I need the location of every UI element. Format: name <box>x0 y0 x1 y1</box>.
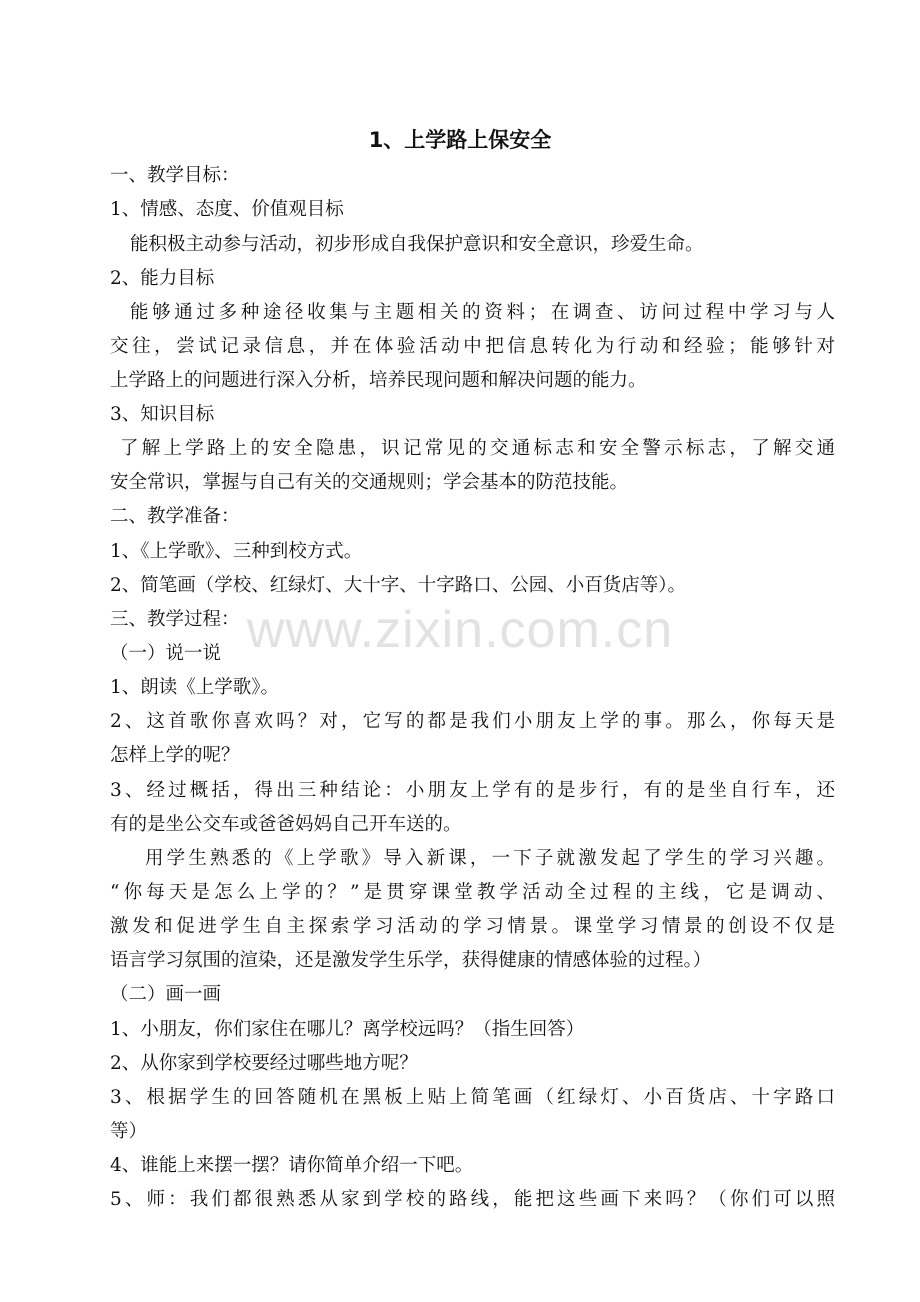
list-item-draw: 2、从你家到学校要经过哪些地方呢？ <box>110 1053 418 1074</box>
paragraph-ability-line: 能够通过多种途径收集与主题相关的资料；在调查、访问过程中学习与人 <box>130 302 835 323</box>
list-item-draw: 1、小朋友，你们家住在哪儿？离学校远吗？（指生回答） <box>110 1019 585 1040</box>
list-item-talk: 3、经过概括，得出三种结论：小朋友上学有的是步行，有的是坐自行车，还 <box>110 780 835 801</box>
paragraph-ability-line: 交往，尝试记录信息，并在体验活动中把信息转化为行动和经验；能够针对 <box>110 336 835 357</box>
commentary-line: “你每天是怎么上学的？”是贯穿课堂教学活动全过程的主线，它是调动、 <box>110 882 835 903</box>
list-item-talk-continued: 怎样上学的呢？ <box>110 745 240 766</box>
subsection-heading-draw: （二）画一画 <box>110 984 222 1005</box>
commentary-line: 用学生熟悉的《上学歌》导入新课，一下子就激发起了学生的学习兴趣。 <box>145 848 835 869</box>
paragraph-knowledge-line: 了解上学路上的安全隐患，识记常见的交通标志和安全警示标志，了解交通 <box>120 438 835 459</box>
list-item-talk: 2、这首歌你喜欢吗？对，它写的都是我们小朋友上学的事。那么，你每天是 <box>110 711 835 732</box>
list-item-talk-continued: 有的是坐公交车或爸爸妈妈自己开车送的。 <box>110 814 462 835</box>
list-item-draw: 4、谁能上来摆一摆？请你简单介绍一下吧。 <box>110 1155 474 1176</box>
section-heading-process: 三、教学过程： <box>110 609 240 630</box>
commentary-line: 语言学习氛围的渲染，还是激发学生乐学，获得健康的情感体验的过程。） <box>110 950 712 971</box>
paragraph-emotion-goal: 能积极主动参与活动，初步形成自我保护意识和安全意识，珍爱生命。 <box>130 234 704 255</box>
commentary-line: 激发和促进学生自主探索学习活动的学习情景。课堂学习情景的创设不仅是 <box>110 916 835 937</box>
list-item-talk: 1、朗读《上学歌》。 <box>110 677 280 698</box>
list-item-draw: 5、师：我们都很熟悉从家到学校的路线，能把这些画下来吗？（你们可以照 <box>110 1189 835 1210</box>
subheading-ability-goal: 2、能力目标 <box>110 268 215 289</box>
paragraph-knowledge-line: 安全常识，掌握与自己有关的交通规则；学会基本的防范技能。 <box>110 472 629 493</box>
list-item-preparation: 2、简笔画（学校、红绿灯、大十字、十字路口、公园、小百货店等）。 <box>110 575 687 596</box>
watermark: www.zixin.com.cn <box>246 601 674 659</box>
list-item-draw: 3、根据学生的回答随机在黑板上贴上简笔画（红绿灯、小百货店、十字路口 <box>110 1087 835 1108</box>
subheading-emotion-goal: 1、情感、态度、价值观目标 <box>110 199 344 220</box>
list-item-draw-continued: 等） <box>110 1121 148 1142</box>
subsection-heading-talk: （一）说一说 <box>110 643 222 664</box>
paragraph-ability-line: 上学路上的问题进行深入分析，培养民现问题和解决问题的能力。 <box>110 370 647 391</box>
list-item-preparation: 1、《上学歌》、三种到校方式。 <box>110 541 363 562</box>
section-heading-preparation: 二、教学准备： <box>110 506 240 527</box>
document-title: 1、上学路上保安全 <box>368 128 552 152</box>
subheading-knowledge-goal: 3、知识目标 <box>110 404 215 425</box>
section-heading-objectives: 一、教学目标： <box>110 165 240 186</box>
